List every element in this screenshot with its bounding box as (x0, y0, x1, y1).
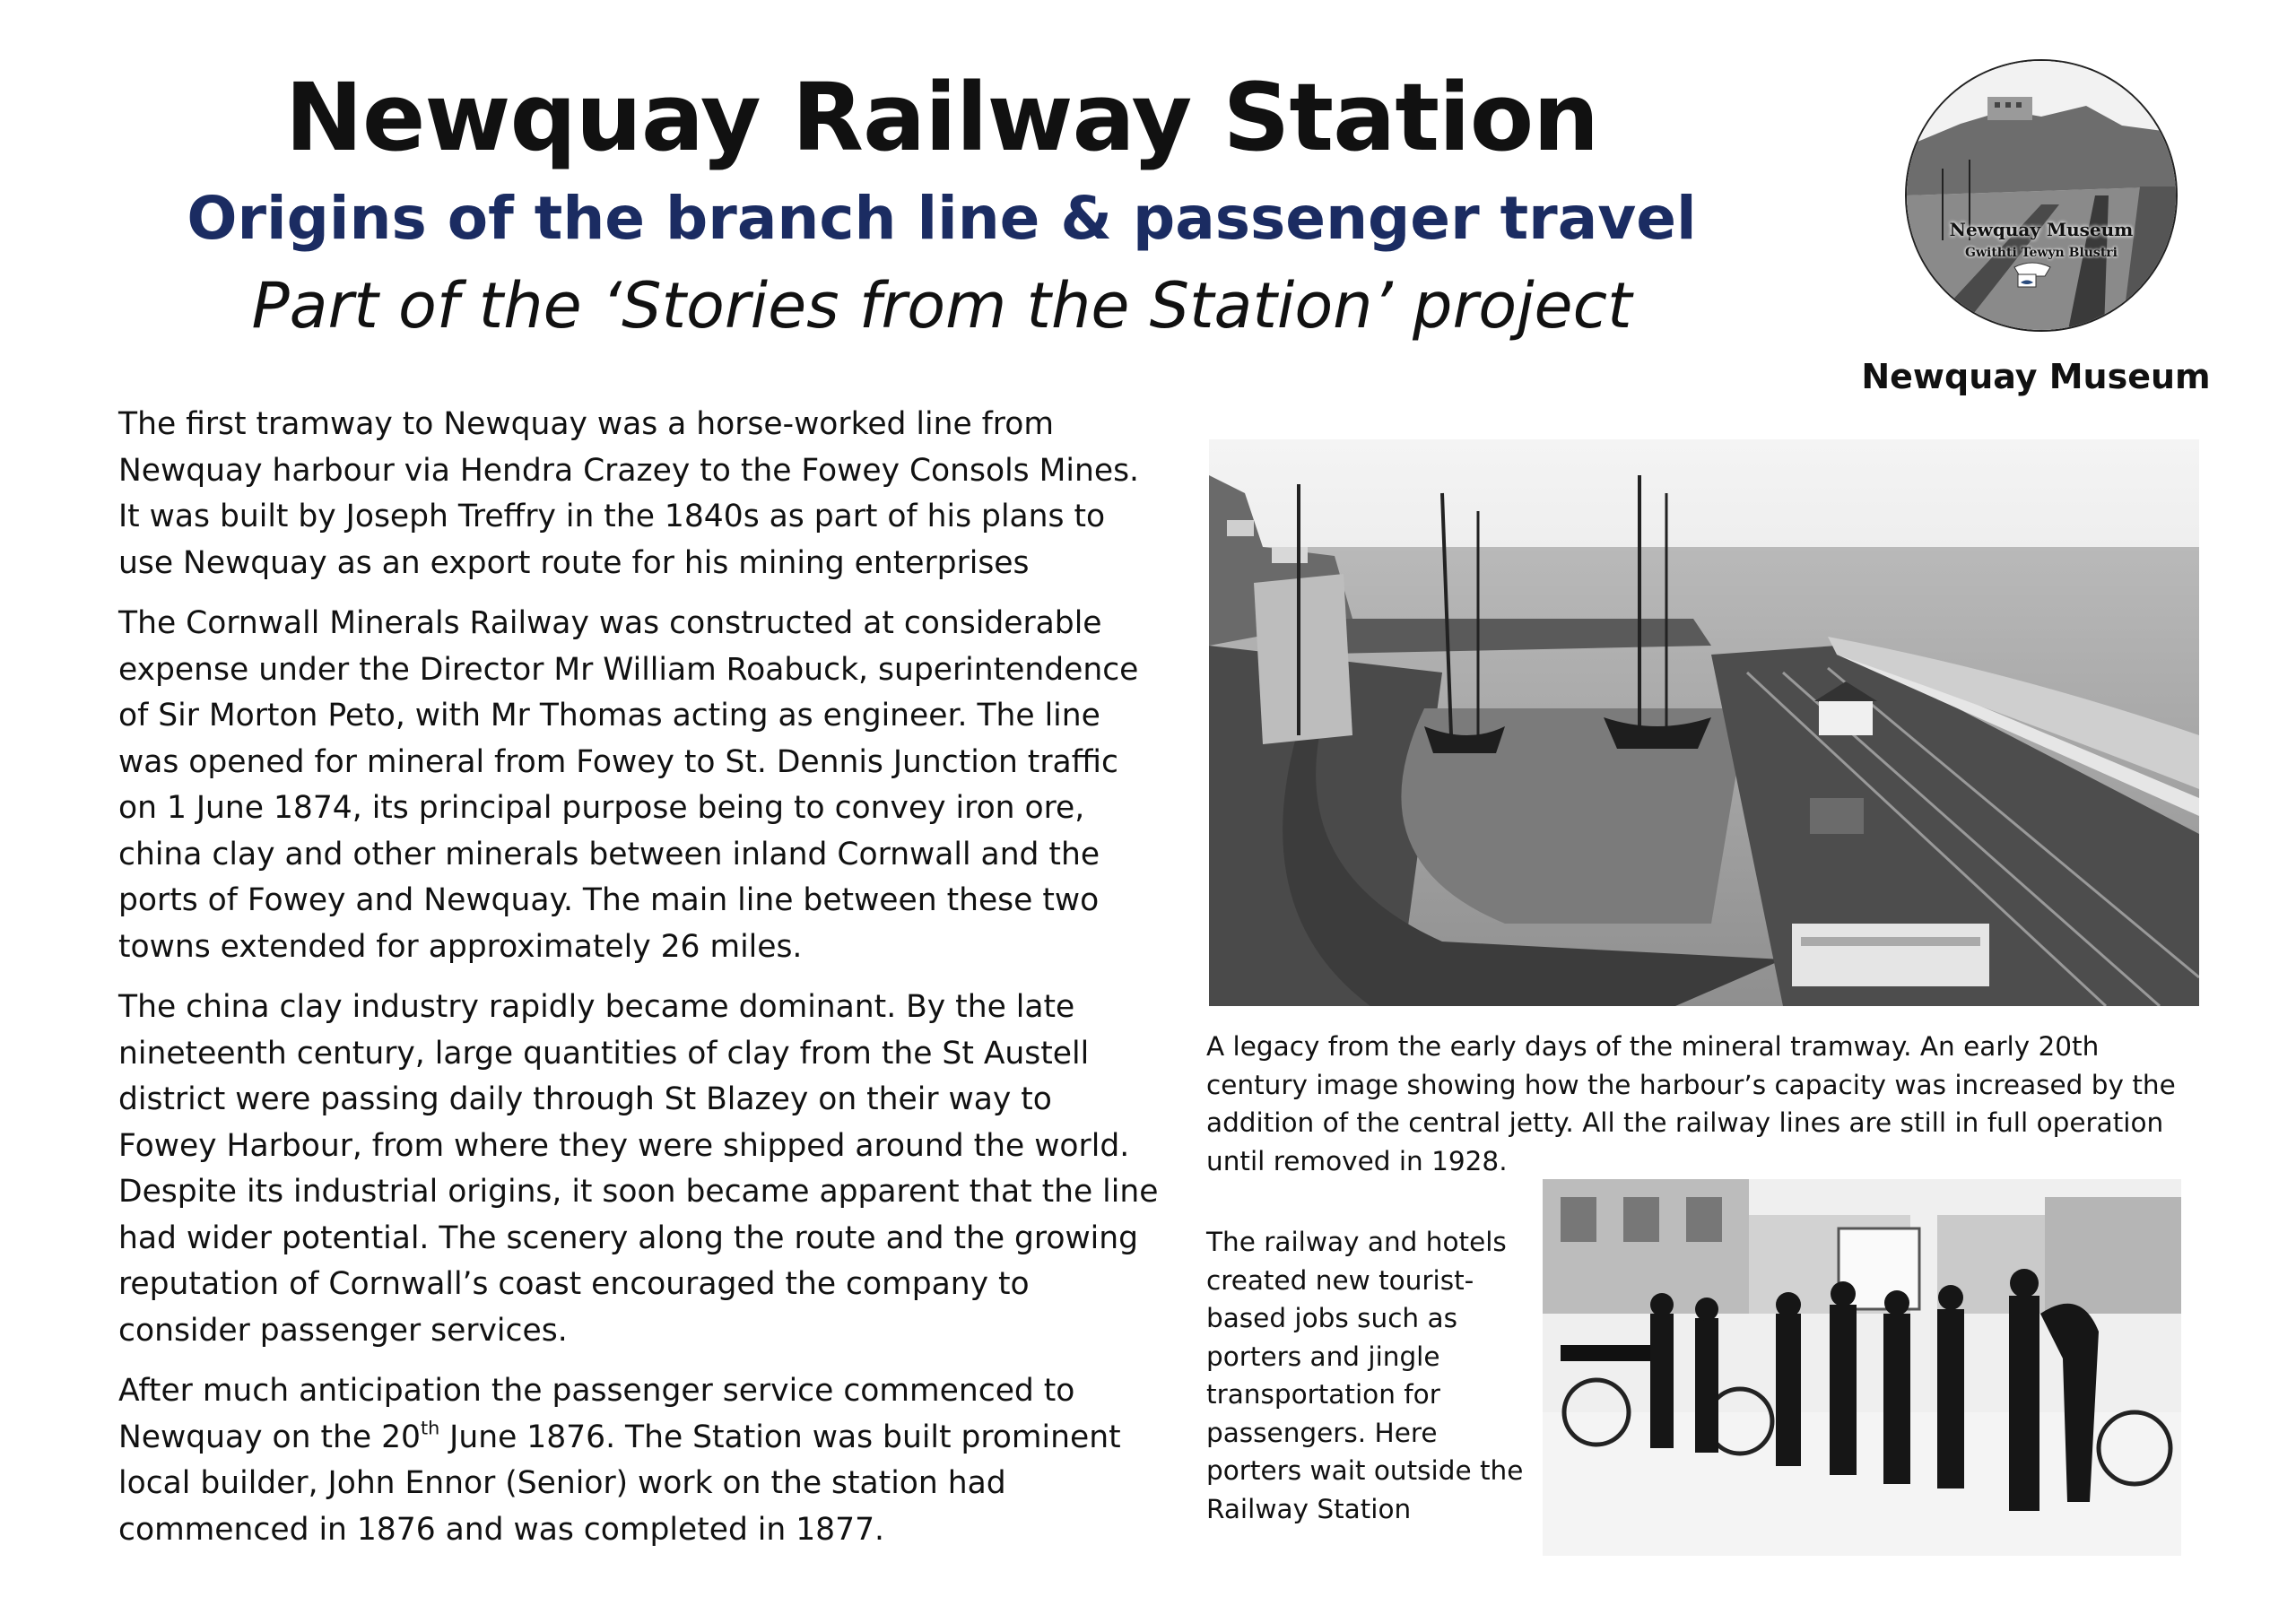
harbour-photo-illustration (1209, 439, 2199, 1006)
harbour-photo-caption: A legacy from the early days of the mineral tramway. An early 20th century image showing how the harbour’s capacity was increased by the addition of the central jetty. All the railway lines are still in full operation until removed in 1928. (1206, 1031, 2176, 1176)
paragraph-china-clay: The china clay industry rapidly became dominant. By the late nineteenth century, large quantities of clay from the St Austell district were passing daily through St Blazey on their way to Fowey Harbour, from where they were shipped around the world. Despite its industrial origins, it soon became apparent that the line had wider potential. The scenery along the route and the growing reputation of Cornwall’s coast encouraged the company to consider passenger services. (118, 989, 1159, 1349)
paragraph-minerals-railway: The Cornwall Minerals Railway was constructed at considerable expense under the Director Mr William Roabuck, superintendence of Sir Morton Peto, with Mr Thomas acting as engineer. The line was opened for mineral from Fowey to St. Dennis Junction traffic on 1 June 1874, its principal purpose being to convey iron ore, china clay and other minerals between inland Cornwall and the ports of Fowey and Newquay. The main line between these two towns extended for approximately 26 miles. (118, 605, 1139, 965)
project-tagline: Part of the ‘Stories from the Station’ project (251, 269, 1632, 343)
page-subtitle: Origins of the branch line & passenger travel (187, 184, 1697, 253)
logo-museum-subname: Gwithti Tewyn Blustri (1965, 246, 2118, 260)
paragraph-tramway: The first tramway to Newquay was a horse-worked line from Newquay harbour via Hendra Crazey to the Fowey Consols Mines. It was built by Joseph Treffry in the 1840s as part of his plans to use Newquay as an export route for his mining enterprises (118, 406, 1140, 581)
harbour-photo (1209, 439, 2199, 1006)
porters-photo (1543, 1179, 2181, 1556)
passenger-text-end: June 1876. The Station was built prominent local builder, John Ennor (Senior) work on the station had commenced in 1876 and was completed in 1877. (118, 1419, 1121, 1548)
museum-label: Newquay Museum (1861, 357, 2211, 396)
paragraph-passenger-service (118, 1368, 1159, 1553)
article-body (118, 402, 1159, 1567)
logo-museum-name: Newquay Museum (1949, 219, 2134, 240)
ordinal-suffix: th (420, 1417, 440, 1439)
museum-logo (1905, 59, 2178, 332)
passenger-text-start: After much anticipation the passenger service commenced to Newquay on the 20 (118, 1373, 1075, 1455)
page-title: Newquay Railway Station (284, 63, 1599, 172)
porters-photo-caption: The railway and hotels created new tourist-based jobs such as porters and jingle transportation for passengers. Here porters wait outside the Railway Station (1206, 1227, 1524, 1524)
porters-photo-illustration (1543, 1179, 2181, 1556)
logo-harbour-illustration (1907, 61, 2176, 330)
